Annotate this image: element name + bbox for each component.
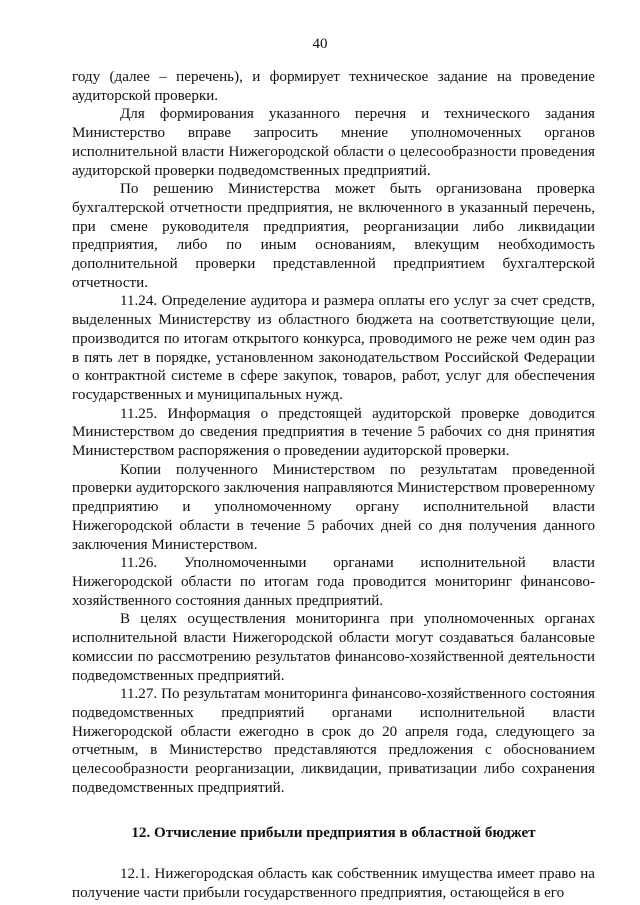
- paragraph-monitoring-commissions: В целях осуществления мониторинга при уполномоченных органах исполнительной власти Нижегородской области могут создаваться балансовые комиссии по рассмотрению результатов финансово-хозяйственной деятельности подведомственных предприятий.: [72, 611, 595, 684]
- paragraph-additional-audit: По решению Министерства может быть организована проверка бухгалтерской отчетности предприятия, не включенного в указанный перечень, при смене руководителя предприятия, реорганизации либо ликвидации предприятия, либо по иным основаниям, влекущим необходимость дополнительной проверки представленной предприятием бухгалтерской отчетности.: [72, 181, 595, 291]
- paragraph-technical-task: Для формирования указанного перечня и технического задания Министерство вправе запросить мнение уполномоченных органов исполнительной власти Нижегородской области о целесообразности проведения аудиторской проверки подведомственных предприятий.: [72, 106, 595, 179]
- paragraph-11-26: 11.26. Уполномоченными органами исполнительной власти Нижегородской области по итогам года проводится мониторинг финансово-хозяйственного состояния данных предприятий.: [72, 555, 595, 609]
- paragraph-11-25: 11.25. Информация о предстоящей аудиторской проверке доводится Министерством до сведения предприятия в течение 5 рабочих со дня принятия Министерством распоряжения о проведении аудиторской проверки.: [72, 405, 595, 460]
- section-heading: 12. Отчисление прибыли предприятия в областной бюджет: [131, 825, 536, 842]
- paragraph-11-24: 11.24. Определение аудитора и размера оплаты его услуг за счет средств, выделенных Министерству из областного бюджета на соответствующие цели, производится по итогам открытого конкурса, проводимого не реже чем один раз в пять лет в порядке, установленном законодательством Российской Федерации о контрактной системе в сфере закупок, товаров, работ, услуг для обеспечения государственных и муниципальных нужд.: [72, 293, 595, 403]
- paragraph-11-27: 11.27. По результатам мониторинга финансово-хозяйственного состояния подведомственных предприятий органами исполнительной власти Нижегородской области ежегодно в срок до 20 апреля года, следующего за отчетным, в Министерство представляются предложения с обоснованием целесообразности реорганизации, ликвидации, приватизации либо сохранения подведомственных предприятий.: [72, 686, 595, 796]
- paragraph-continuation: году (далее – перечень), и формирует техническое задание на проведение аудиторской проверки.: [72, 69, 595, 104]
- document-body: [72, 68, 595, 903]
- paragraph-12-1: 12.1. Нижегородская область как собственник имущества имеет право на получение части прибыли государственного предприятия, остающейся в его: [72, 866, 595, 901]
- paragraph-copies: Копии полученного Министерством по результатам проведенной проверки аудиторского заключения направляются Министерством проверенному предприятию и уполномоченному органу исполнительной власти Нижегородской области в течение 5 рабочих дней со дня получения данного заключения Министерством.: [72, 461, 595, 553]
- page-number: 40: [312, 36, 328, 52]
